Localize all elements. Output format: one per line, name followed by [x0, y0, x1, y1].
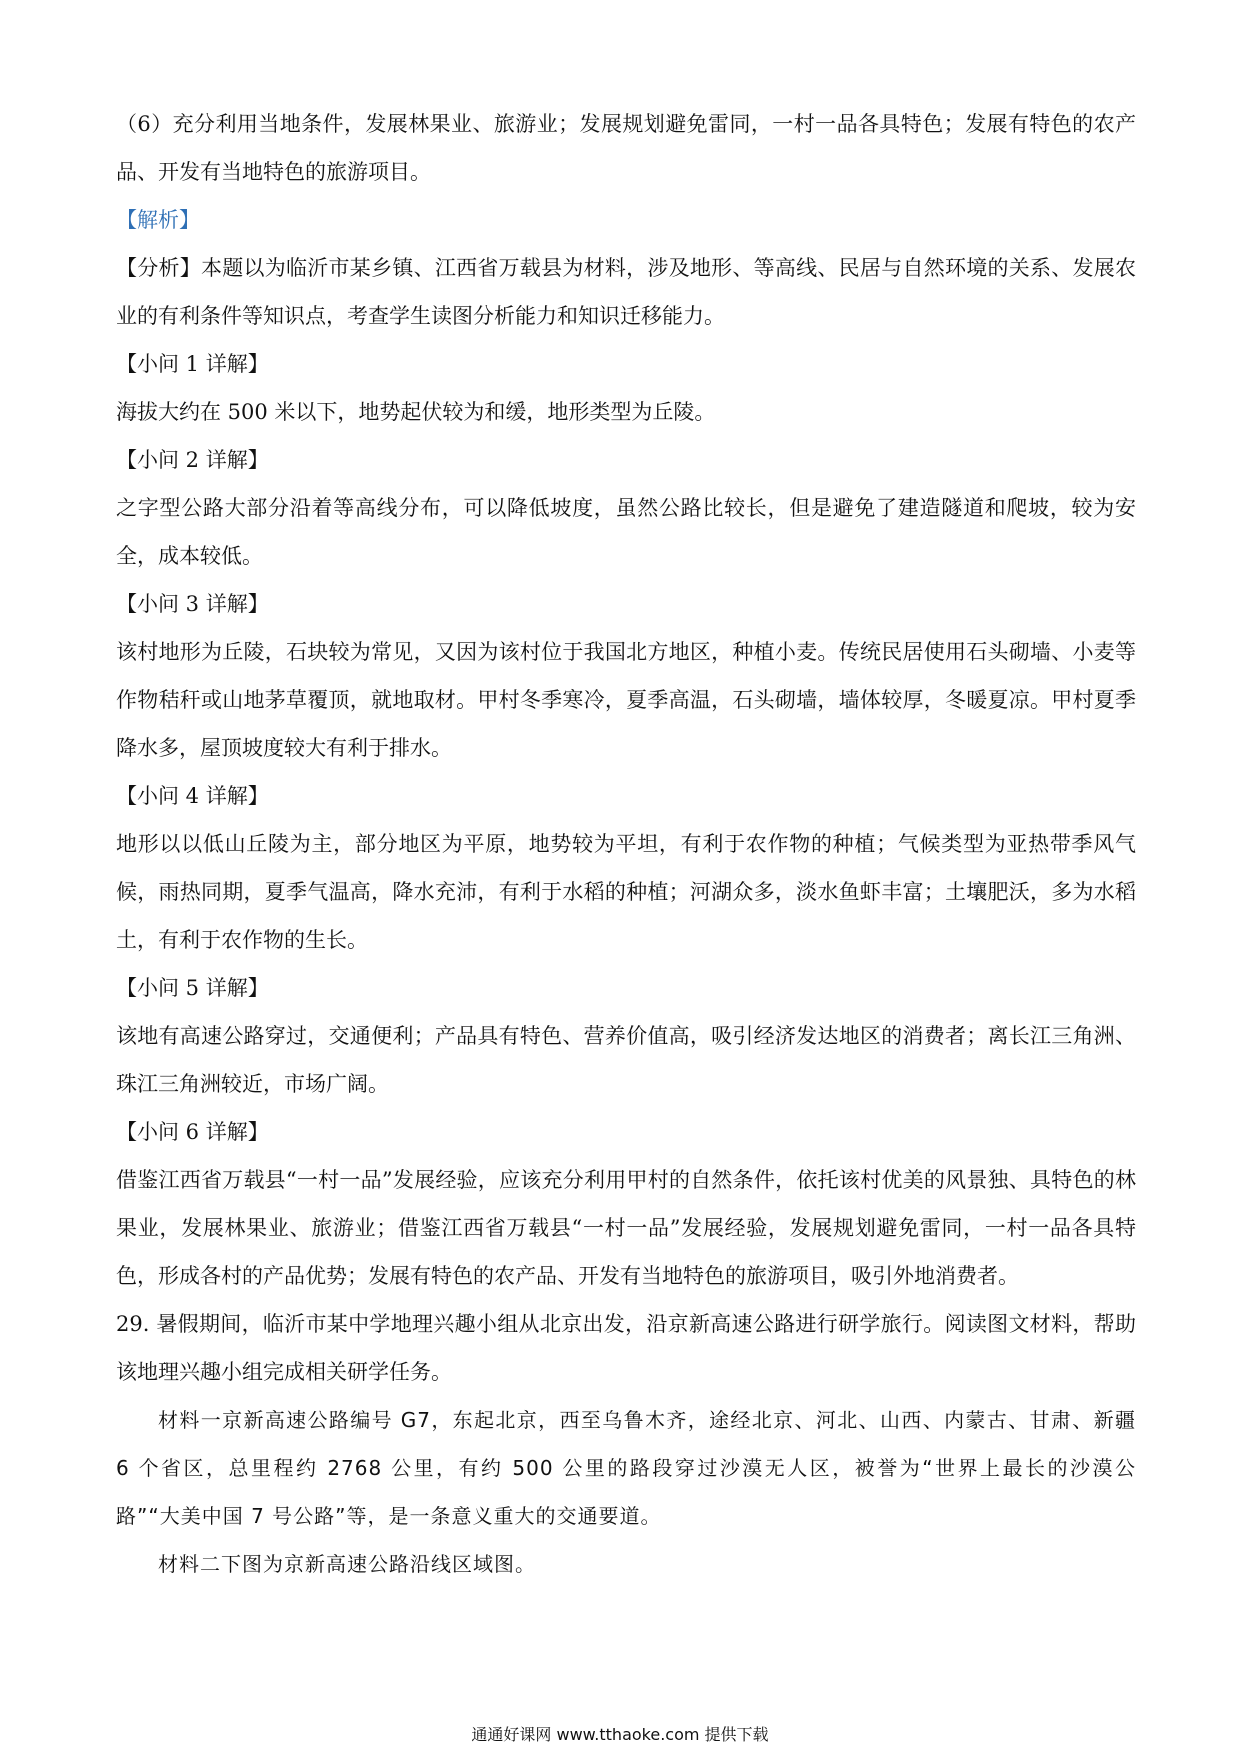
- analysis-paragraph: 【分析】本题以为临沂市某乡镇、江西省万载县为材料，涉及地形、等高线、民居与自然环境的关系、发展农业的有利条件等知识点，考查学生读图分析能力和知识迁移能力。: [116, 256, 1136, 328]
- material-one: 材料一京新高速公路编号 G7，东起北京，西至乌鲁木齐，途经北京、河北、山西、内蒙古、甘肃、新疆 6 个省区，总里程约 2768 公里，有约 500 公里的路段穿过沙漠无人区，被誉为“世界上最长的沙漠公路”“大美中国 7 号公路”等，是一条意义重大的交通要道。: [116, 1408, 1136, 1528]
- q3-text: 该村地形为丘陵，石块较为常见，又因为该村位于我国北方地区，种植小麦。传统民居使用石头砌墙、小麦等作物秸秆或山地茅草覆顶，就地取材。甲村冬季寒冷，夏季高温，石头砌墙，墙体较厚，冬暖夏凉。甲村夏季降水多，屋顶坡度较大有利于排水。: [116, 640, 1136, 760]
- document-body: [116, 100, 1136, 1588]
- page-footer: 通通好课网 www.tthaoke.com 提供下载: [471, 1725, 769, 1744]
- q6-heading: 【小问 6 详解】: [116, 1120, 269, 1144]
- analysis-label: 【解析】: [116, 208, 200, 232]
- q4-text: 地形以以低山丘陵为主，部分地区为平原，地势较为平坦，有利于农作物的种植；气候类型为亚热带季风气候，雨热同期，夏季气温高，降水充沛，有利于水稻的种植；河湖众多，淡水鱼虾丰富；土壤肥沃，多为水稻土，有利于农作物的生长。: [116, 832, 1136, 952]
- q6-text: 借鉴江西省万载县“一村一品”发展经验，应该充分利用甲村的自然条件，依托该村优美的风景独、具特色的林果业，发展林果业、旅游业；借鉴江西省万载县“一村一品”发展经验，发展规划避免雷同，一村一品各具特色，形成各村的产品优势；发展有特色的农产品、开发有当地特色的旅游项目，吸引外地消费者。: [116, 1168, 1136, 1288]
- q5-heading: 【小问 5 详解】: [116, 976, 269, 1000]
- q2-heading: 【小问 2 详解】: [116, 448, 269, 472]
- q5-text: 该地有高速公路穿过，交通便利；产品具有特色、营养价值高，吸引经济发达地区的消费者；离长江三角洲、珠江三角洲较近，市场广阔。: [116, 1024, 1136, 1096]
- q1-heading: 【小问 1 详解】: [116, 352, 269, 376]
- q2-text: 之字型公路大部分沿着等高线分布，可以降低坡度，虽然公路比较长，但是避免了建造隧道和爬坡，较为安全，成本较低。: [116, 496, 1136, 568]
- q3-heading: 【小问 3 详解】: [116, 592, 269, 616]
- q4-heading: 【小问 4 详解】: [116, 784, 269, 808]
- q1-text: 海拔大约在 500 米以下，地势起伏较为和缓，地形类型为丘陵。: [116, 400, 716, 424]
- material-two: 材料二下图为京新高速公路沿线区域图。: [158, 1552, 536, 1576]
- q29-intro: 29. 暑假期间，临沂市某中学地理兴趣小组从北京出发，沿京新高速公路进行研学旅行。阅读图文材料，帮助该地理兴趣小组完成相关研学任务。: [116, 1312, 1136, 1384]
- q6-answer-paragraph: （6）充分利用当地条件，发展林果业、旅游业；发展规划避免雷同，一村一品各具特色；发展有特色的农产品、开发有当地特色的旅游项目。: [116, 112, 1136, 184]
